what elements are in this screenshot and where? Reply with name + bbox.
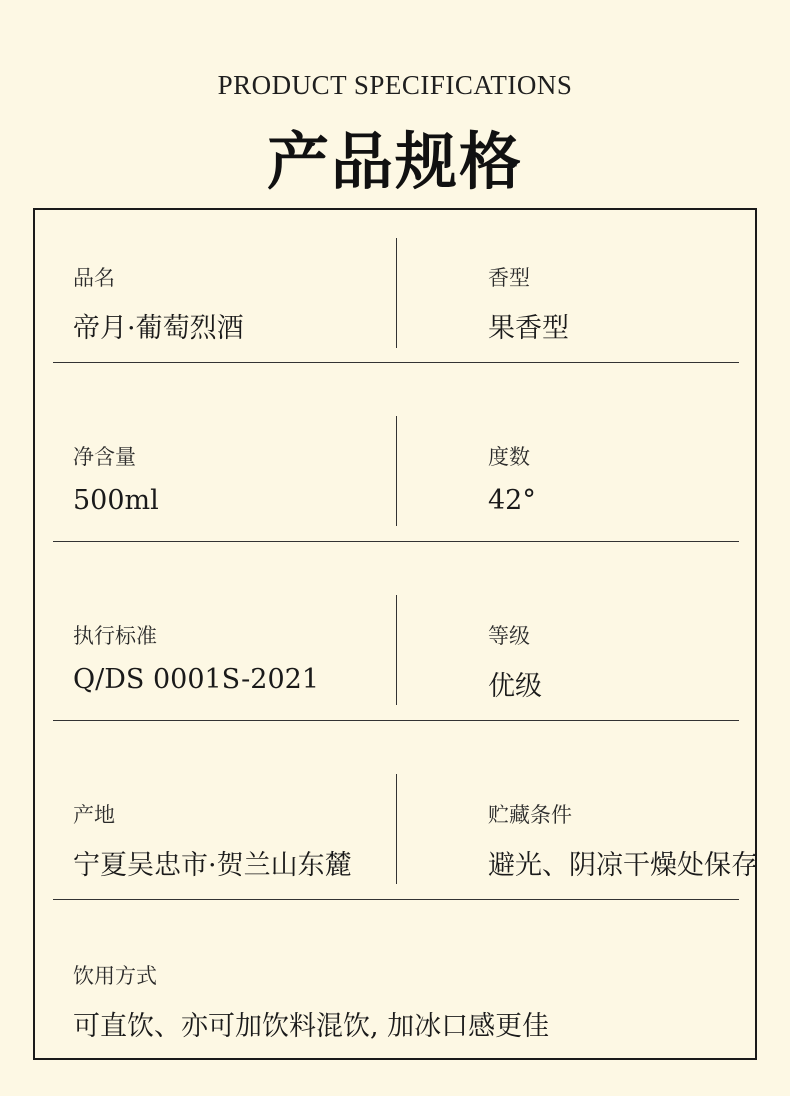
- spec-value: 避光、阴凉干燥处保存: [488, 850, 758, 881]
- spec-value: 优级: [488, 671, 542, 702]
- row-divider: [53, 362, 739, 363]
- spec-label: 贮藏条件: [488, 803, 572, 827]
- spec-label: 香型: [488, 266, 530, 290]
- page-subtitle: PRODUCT SPECIFICATIONS: [217, 70, 573, 100]
- column-divider: [396, 416, 397, 526]
- column-divider: [396, 595, 397, 705]
- page-title: 产品规格: [266, 125, 523, 198]
- spec-value: 果香型: [488, 313, 569, 344]
- column-divider: [396, 774, 397, 884]
- spec-label: 等级: [488, 624, 530, 648]
- spec-value: 42°: [488, 485, 536, 516]
- spec-label: 饮用方式: [73, 964, 157, 988]
- column-divider: [396, 238, 397, 348]
- row-divider: [53, 899, 739, 900]
- spec-value: 500ml: [73, 485, 159, 516]
- spec-label: 度数: [488, 445, 530, 469]
- spec-label: 产地: [73, 803, 115, 827]
- row-divider: [53, 720, 739, 721]
- specs-table: [33, 208, 757, 1060]
- spec-value: 宁夏吴忠市·贺兰山东麓: [73, 850, 352, 881]
- spec-label: 执行标准: [73, 624, 157, 648]
- spec-label: 净含量: [73, 445, 136, 469]
- spec-value: 帝月·葡萄烈酒: [73, 313, 244, 344]
- row-divider: [53, 541, 739, 542]
- spec-label: 品名: [73, 266, 115, 290]
- spec-value: Q/DS 0001S-2021: [73, 664, 319, 695]
- spec-value: 可直饮、亦可加饮料混饮, 加冰口感更佳: [73, 1011, 550, 1042]
